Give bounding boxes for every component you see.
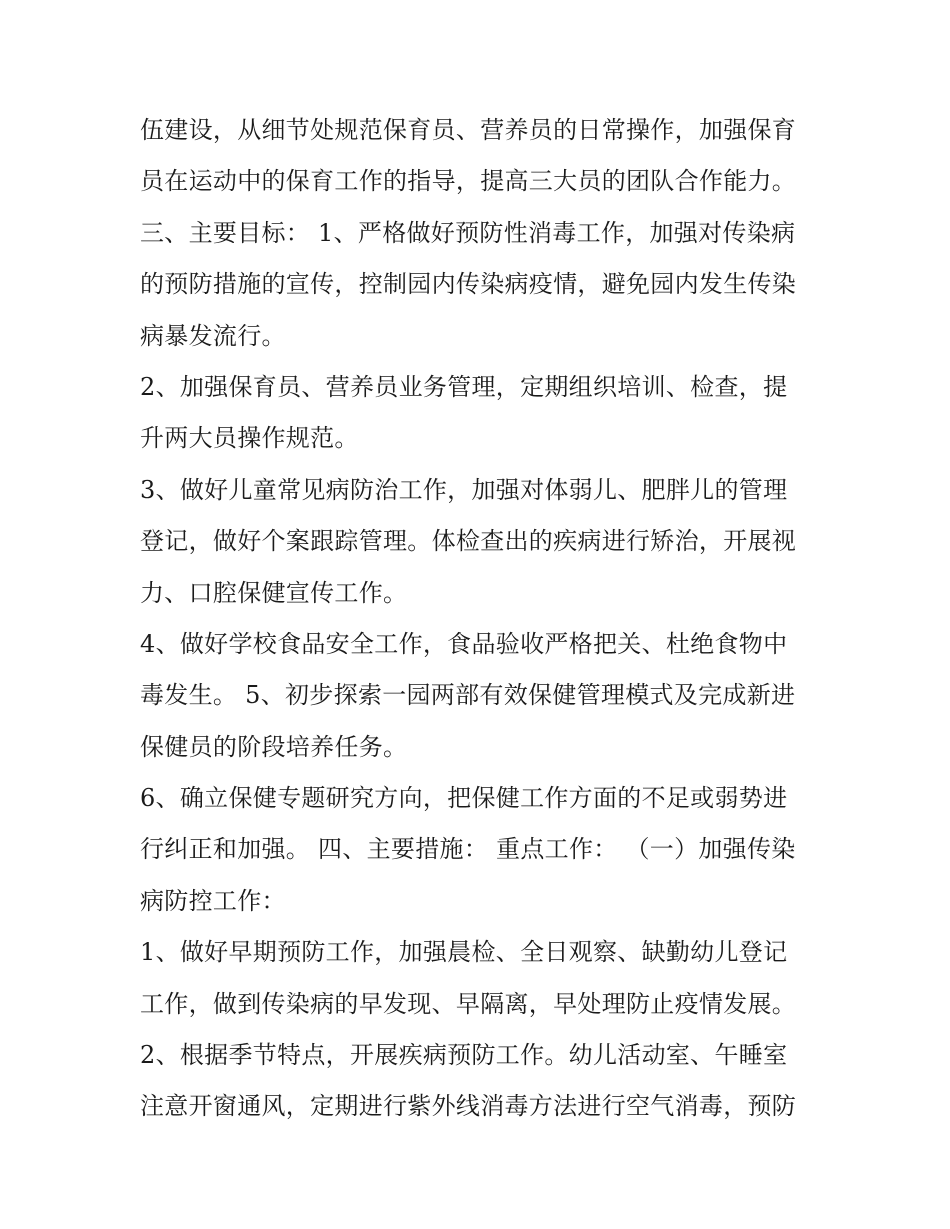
- text-line: 4、做好学校食品安全工作，食品验收严格把关、杜绝食物中: [140, 629, 788, 658]
- text-line: 2、根据季节特点，开展疾病预防工作。幼儿活动室、午睡室: [140, 1041, 788, 1070]
- text-line: 毒发生。 5、初步探索一园两部有效保健管理模式及完成新进: [140, 681, 796, 710]
- text-line: 员在运动中的保育工作的指导，提高三大员的团队合作能力。: [140, 167, 797, 196]
- text-line: 升两大员操作规范。: [140, 424, 359, 453]
- text-line: 3、做好儿童常见病防治工作，加强对体弱儿、肥胖儿的管理: [140, 475, 788, 504]
- text-line: 力、口腔保健宣传工作。: [140, 578, 408, 607]
- text-line: 注意开窗通风，定期进行紫外线消毒方法进行空气消毒，预防: [140, 1092, 797, 1121]
- text-line: 2、加强保育员、营养员业务管理，定期组织培训、检查，提: [140, 372, 788, 401]
- text-line: 登记，做好个案跟踪管理。体检查出的疾病进行矫治，开展视: [140, 527, 797, 556]
- text-line: 伍建设，从细节处规范保育员、营养员的日常操作，加强保育: [140, 116, 797, 144]
- text-line: 保健员的阶段培养任务。: [140, 732, 408, 761]
- text-line: 三、主要目标： 1、严格做好预防性消毒工作，加强对传染病: [140, 218, 796, 247]
- text-line: 行纠正和加强。 四、主要措施： 重点工作： （一）加强传染: [140, 835, 796, 864]
- body-text: [140, 105, 820, 1133]
- text-line: 病暴发流行。: [140, 321, 286, 350]
- text-line: 6、确立保健专题研究方向，把保健工作方面的不足或弱势进: [140, 784, 788, 813]
- text-line: 1、做好早期预防工作，加强晨检、全日观察、缺勤幼儿登记: [140, 938, 788, 967]
- text-line: 病防控工作：: [140, 886, 286, 915]
- text-line: 的预防措施的宣传，控制园内传染病疫情，避免园内发生传染: [140, 270, 797, 299]
- text-line: 工作，做到传染病的早发现、早隔离，早处理防止疫情发展。: [140, 989, 797, 1018]
